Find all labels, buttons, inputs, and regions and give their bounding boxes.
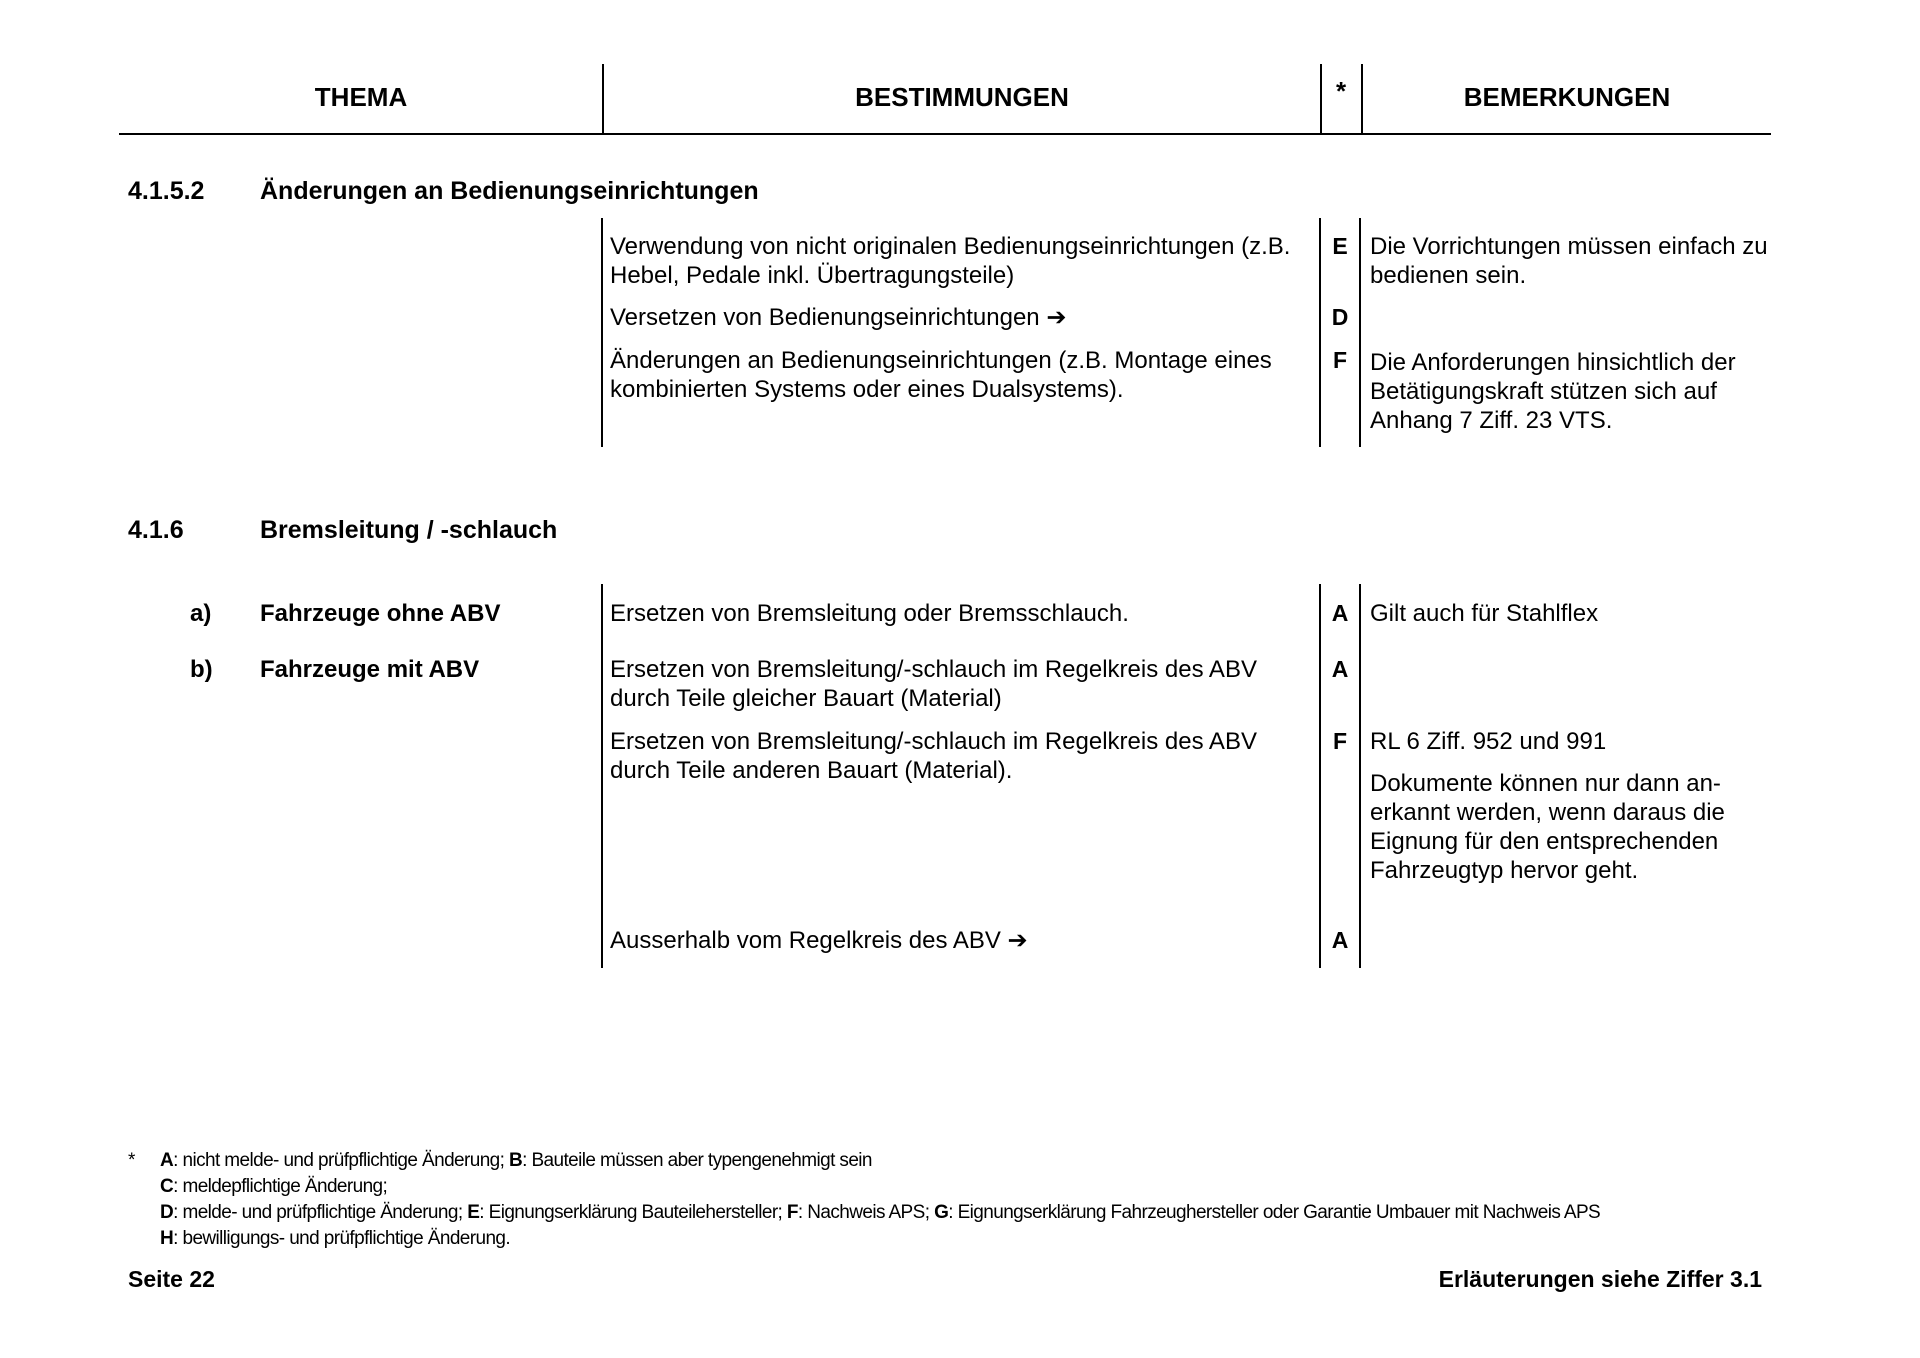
category-code: A (1331, 927, 1349, 953)
table-divider (601, 584, 603, 968)
provision-text: Versetzen von Bedienungseinrichtungen ➔ (610, 304, 1067, 331)
remark-text: Die Anforderungen hinsichtlich der Betätigungskraft stützen sich auf Anhang 7 Ziff. 23 VTS. (1370, 349, 1736, 434)
footnote-line: H: bewilligungs- und prüfpflichtige Änderung. (160, 1228, 511, 1249)
header-divider (1361, 64, 1363, 134)
category-code: A (1331, 600, 1349, 626)
section-number: 4.1.5.2 (128, 177, 205, 205)
remark-text: Gilt auch für Stahlflex (1370, 600, 1599, 627)
section-title: Bremsleitung / -schlauch (260, 516, 558, 544)
provision-text: Ersetzen von Bremsleitung/-schlauch im Regelkreis des ABV durch Teile gleicher Bauart (Material) (610, 656, 1257, 712)
header-rule (119, 133, 1771, 135)
table-divider (601, 218, 603, 447)
remark-text: Dokumente können nur dann an-erkannt werden, wenn daraus die Eignung für den entsprechenden Fahrzeugtyp hervor geht. (1370, 770, 1725, 884)
category-code: F (1332, 347, 1348, 373)
page-number: Seite 22 (128, 1266, 215, 1292)
remark-text: RL 6 Ziff. 952 und 991 (1370, 728, 1607, 755)
footnote-line: C: meldepflichtige Änderung; (160, 1176, 388, 1197)
subsection-letter: a) (190, 600, 212, 627)
category-code: E (1332, 233, 1348, 259)
footnote (160, 1148, 1780, 1252)
provision-text: Ersetzen von Bremsleitung oder Bremsschlauch. (610, 600, 1129, 627)
footer-reference: Erläuterungen siehe Ziffer 3.1 (1438, 1266, 1762, 1292)
table-divider (1359, 584, 1361, 968)
subsection-label: Fahrzeuge ohne ABV (260, 600, 501, 627)
table-divider (1319, 584, 1321, 968)
section-title: Änderungen an Bedienungseinrichtungen (260, 177, 759, 205)
provision-text: Ausserhalb vom Regelkreis des ABV ➔ (610, 927, 1028, 954)
header-divider (602, 64, 604, 134)
header-star: * (1335, 76, 1347, 106)
provision-text: Änderungen an Bedienungseinrichtungen (z.B. Montage eines kombinierten Systems oder eines Dualsystems). (610, 347, 1272, 403)
category-code: A (1331, 656, 1349, 682)
section-number: 4.1.6 (128, 516, 184, 544)
provision-text: Ersetzen von Bremsleitung/-schlauch im Regelkreis des ABV durch Teile anderen Bauart (Material). (610, 728, 1257, 784)
footnote-star: * (128, 1150, 135, 1171)
subsection-label: Fahrzeuge mit ABV (260, 656, 480, 683)
header-divider (1320, 64, 1322, 134)
subsection-letter: b) (190, 656, 213, 683)
footnote-line: D: melde- und prüfpflichtige Änderung; E: Eignungserklärung Bauteilehersteller; F: Nachweis APS; G: Eignungserklärung Fahrzeughersteller oder Garantie Umbauer mit Nachweis APS (160, 1202, 1601, 1223)
remark-text: Die Vorrichtungen müssen einfach zu bedienen sein. (1370, 233, 1768, 289)
header-bestimmungen: BESTIMMUNGEN (855, 82, 1069, 112)
header-bemerkungen: BEMERKUNGEN (1463, 82, 1671, 112)
footnote-line: A: nicht melde- und prüfpflichtige Änderung; B: Bauteile müssen aber typengenehmigt sein (160, 1150, 872, 1171)
category-code: D (1331, 304, 1349, 330)
header-thema: THEMA (314, 82, 408, 112)
provision-text: Verwendung von nicht originalen Bedienungseinrichtungen (z.B. Hebel, Pedale inkl. Übertragungsteile) (610, 233, 1291, 289)
category-code: F (1332, 728, 1348, 754)
